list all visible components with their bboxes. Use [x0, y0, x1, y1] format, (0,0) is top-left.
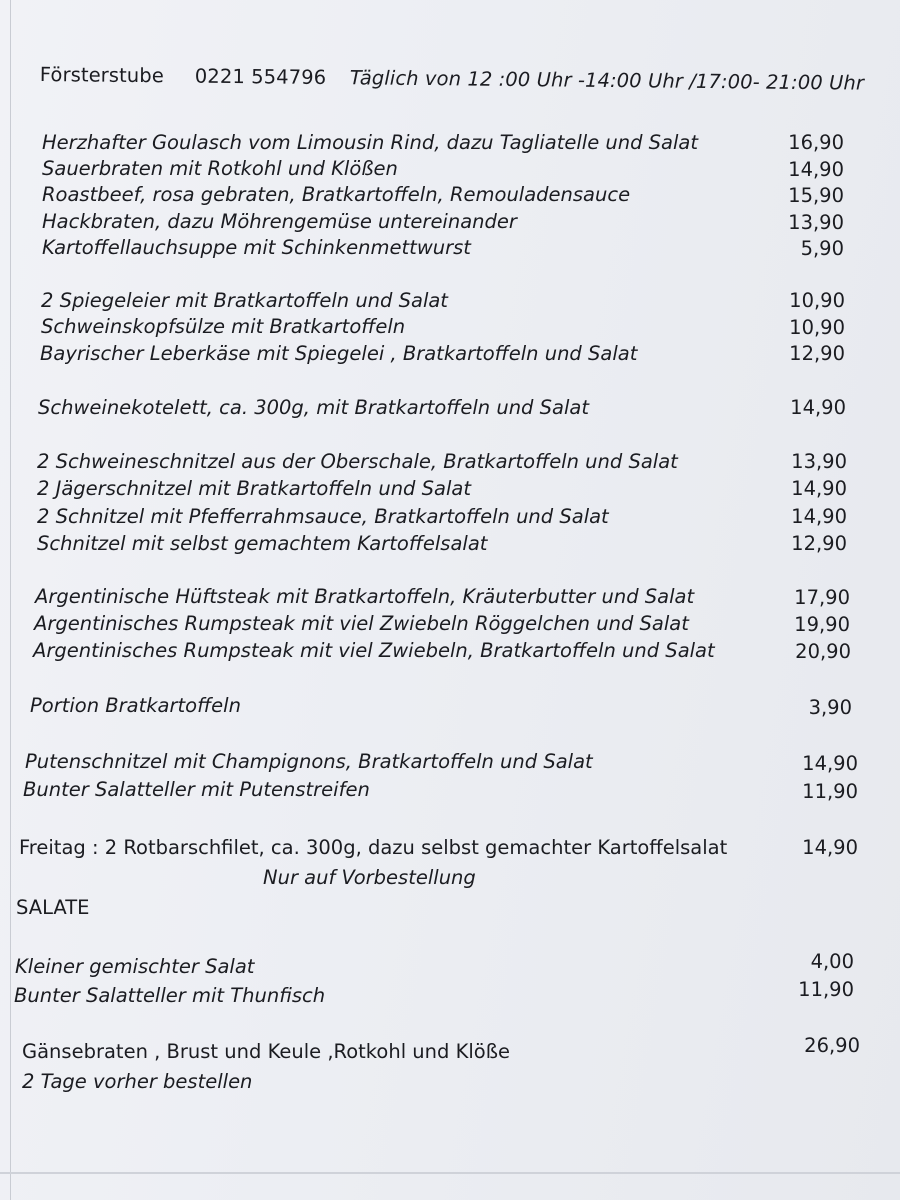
menu-item-name: Herzhafter Goulasch vom Limousin Rind, dazu Tagliatelle und Salat [42, 131, 699, 154]
menu-item-name: Freitag : 2 Rotbarschfilet, ca. 300g, dazu selbst gemachter Kartoffelsalat [19, 836, 728, 859]
menu-item-name: Portion Bratkartoffeln [30, 694, 241, 717]
menu-item-price: 10,90 [789, 316, 845, 339]
menu-item-price: 14,90 [791, 505, 847, 528]
menu-item-name: Schnitzel mit selbst gemachtem Kartoffelsalat [37, 532, 488, 555]
menu-item-name: Argentinisches Rumpsteak mit viel Zwiebeln Röggelchen und Salat [34, 612, 689, 635]
menu-item-price: 12,90 [791, 532, 847, 555]
menu-item-name: Roastbeef, rosa gebraten, Bratkartoffeln, Remouladensauce [42, 183, 631, 206]
menu-item-price: 14,90 [790, 396, 846, 419]
menu-item-price: 13,90 [788, 211, 844, 234]
restaurant-phone: 0221 554796 [194, 64, 327, 89]
menu-item-price: 4,00 [810, 950, 854, 973]
menu-item-name: Kleiner gemischter Salat [15, 955, 255, 978]
menu-item-name: Argentinische Hüftsteak mit Bratkartoffeln, Kräuterbutter und Salat [35, 585, 695, 608]
menu-item-name: Sauerbraten mit Rotkohl und Klößen [42, 157, 398, 180]
menu-item-name: 2 Schweineschnitzel aus der Oberschale, Bratkartoffeln und Salat [37, 450, 678, 473]
menu-item-name: 2 Schnitzel mit Pfefferrahmsauce, Bratkartoffeln und Salat [37, 505, 609, 528]
menu-item-name: Schweinekotelett, ca. 300g, mit Bratkartoffeln und Salat [38, 396, 589, 419]
menu-item-name: Kartoffellauchsuppe mit Schinkenmettwurst [42, 236, 471, 259]
menu-item-name: Hackbraten, dazu Möhrengemüse untereinander [42, 210, 517, 233]
menu-item-price: 14,90 [802, 836, 858, 859]
menu-item-price: 12,90 [789, 342, 845, 365]
menu-item-price: 3,90 [808, 696, 852, 719]
menu-item-price: 17,90 [794, 586, 850, 609]
menu-item-price: 14,90 [788, 158, 844, 181]
menu-item-name: 2 Spiegeleier mit Bratkartoffeln und Salat [41, 289, 448, 312]
menu-item-price: 14,90 [802, 752, 858, 775]
menu-item-price: 11,90 [798, 978, 854, 1001]
menu-item-price: 13,90 [791, 450, 847, 473]
menu-item-price: 10,90 [789, 289, 845, 312]
menu-item-price: 26,90 [804, 1034, 860, 1057]
menu-item-name: Bayrischer Leberkäse mit Spiegelei , Bratkartoffeln und Salat [40, 342, 638, 365]
menu-item-price: 14,90 [791, 477, 847, 500]
menu-item-price: 19,90 [794, 613, 850, 636]
section-heading-salate: SALATE [16, 896, 90, 919]
menu-item-price: 16,90 [788, 131, 844, 154]
menu-item-name: Bunter Salatteller mit Putenstreifen [23, 778, 370, 801]
opening-hours: Täglich von 12 :00 Uhr -14:00 Uhr /17:00- 21:00 Uhr [349, 66, 865, 95]
menu-item-name: Putenschnitzel mit Champignons, Bratkartoffeln und Salat [25, 750, 593, 773]
menu-item-price: 15,90 [788, 184, 844, 207]
menu-item-price: 11,90 [802, 780, 858, 803]
menu-item-price: 5,90 [800, 237, 844, 260]
two-days-note: 2 Tage vorher bestellen [22, 1070, 253, 1093]
menu-item-name: Bunter Salatteller mit Thunfisch [14, 984, 326, 1007]
preorder-note: Nur auf Vorbestellung [263, 866, 476, 889]
restaurant-name: Försterstube [39, 63, 165, 88]
menu-item-name: Schweinskopfsülze mit Bratkartoffeln [41, 315, 406, 338]
menu-item-name: Gänsebraten , Brust und Keule ,Rotkohl und Klöße [22, 1040, 511, 1063]
menu-item-price: 20,90 [795, 640, 851, 663]
menu-item-name: 2 Jägerschnitzel mit Bratkartoffeln und Salat [37, 477, 471, 500]
menu-item-name: Argentinisches Rumpsteak mit viel Zwiebeln, Bratkartoffeln und Salat [33, 639, 715, 662]
